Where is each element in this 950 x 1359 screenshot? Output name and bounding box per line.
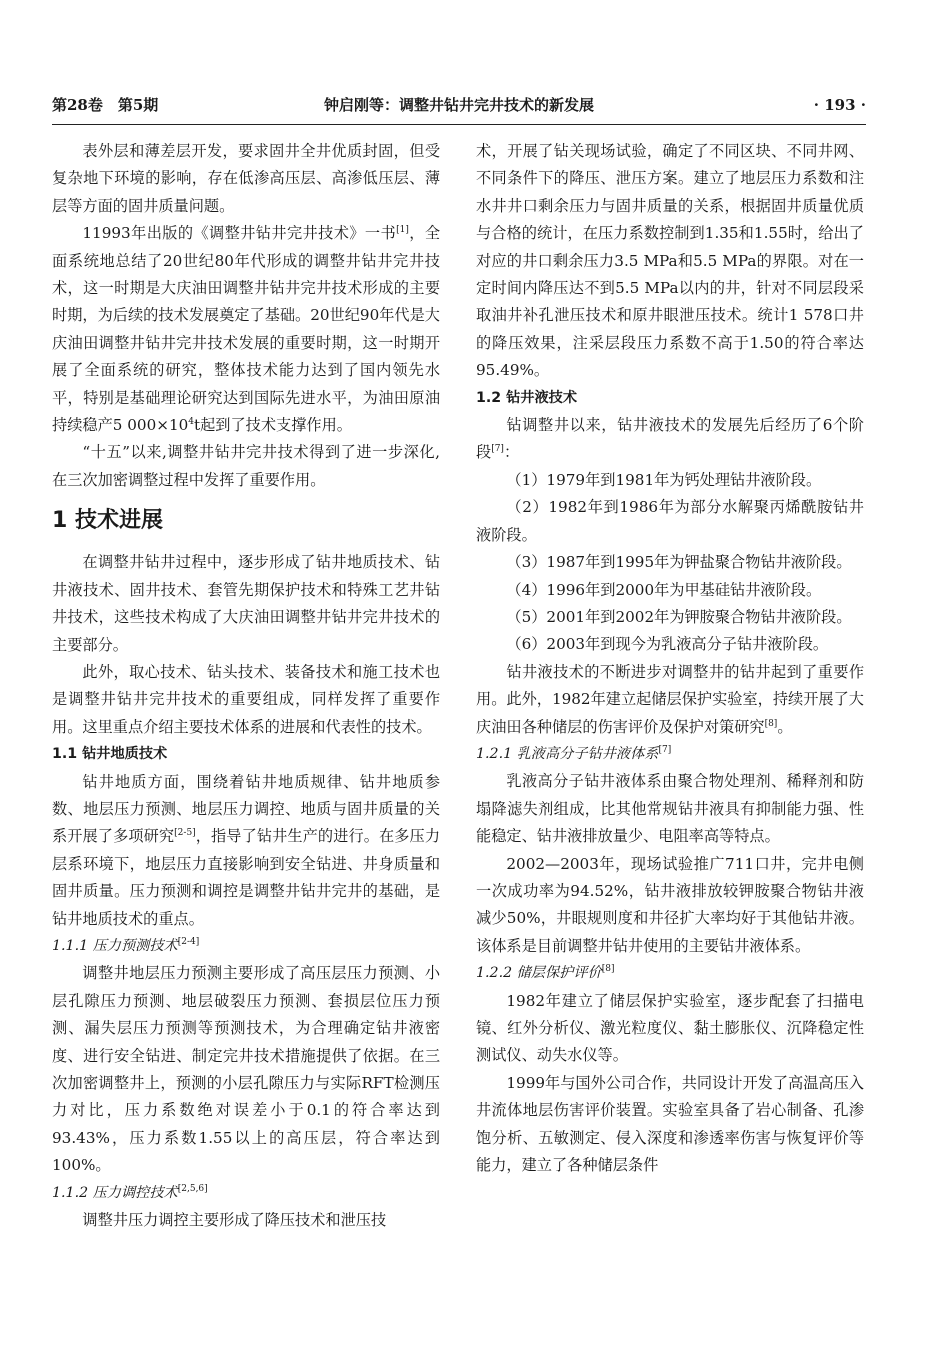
paragraph: 调整井压力调控主要形成了降压技术和泄压技 — [82, 1211, 387, 1230]
stage-item: （1）1979年到1981年为钙处理钻井液阶段。 — [506, 470, 822, 489]
subsubsection-heading — [476, 741, 864, 768]
heading-text: 1.1.2 压力调控技术 — [52, 1184, 178, 1201]
subsection-heading: 1.2 钻井液技术 — [476, 389, 578, 406]
paragraph-text: 钻调整井以来，钻井液技术的发展先后经历了6个阶段 — [476, 416, 864, 462]
paragraph: 术，开展了钻关现场试验，确定了不同区块、不同井网、不同条件下的降压、泄压方案。建立了地层压力系数和注水井井口剩余压力与固井质量的关系，根据固井质量优质与合格的统计，在压力系数控制到1.35和1.55时，给出了对应的井口剩余压力3.5 MPa和5.5 MPa的界限。对在一定时间内降压达不到5.5 MPa以内的井，针对不同层段采取油井补孔泄压技术和原井眼泄压技术。统计1 578口井的降压效果，注采层段压力系数不高于1.50的符合率达95.49%。 — [476, 142, 864, 380]
paragraph: 表外层和薄差层开发，要求固井全井优质封固，但受复杂地下环境的影响，存在低渗高压层、高渗低压层、薄层等方面的固井质量问题。 — [52, 142, 440, 215]
paragraph-text: 钻井地质方面，围绕着钻井地质规律、钻井地质参数、地层压力预测、地层压力调控、地质与固井质量的关系开展了多项研究 — [52, 772, 440, 846]
exponent: 4 — [188, 417, 195, 428]
paragraph: 2002—2003年，现场试验推广711口井，完井电侧一次成功率为94.52%，钻井液排放较钾胺聚合物钻井液减少50%，井眼规则度和井径扩大率均好于其他钻井液。该体系是目前调整井钻井使用的主要钻井液体系。 — [476, 854, 864, 955]
subsubsection-heading — [476, 960, 864, 987]
heading-text: 1.1.1 压力预测技术 — [52, 937, 178, 954]
paragraph-text: ： — [503, 443, 520, 462]
citation[interactable]: [8] — [601, 964, 615, 975]
subsubsection-heading — [52, 933, 440, 960]
stage-item: （6）2003年到现今为乳液高分子钻井液阶段。 — [506, 635, 829, 654]
paragraph: 1999年与国外公司合作，共同设计开发了高温高压入井流体地层伤害评价装置。实验室具备了岩心制备、孔渗饱分析、五敏测定、侵入深度和渗透率伤害与恢复评价等能力，建立了各种储层条件 — [476, 1073, 864, 1175]
heading-text: 1.2.1 乳液高分子钻井液体系 — [476, 745, 659, 762]
paragraph: 在调整井钻井过程中，逐步形成了钻井地质技术、钻井液技术、固井技术、套管先期保护技术和特殊工艺井钻井技术，这些技术构成了大庆油田调整井钻井完井技术的主要部分。 — [52, 553, 440, 654]
citation[interactable]: [2,5,6] — [177, 1183, 208, 1194]
paragraph — [476, 659, 864, 741]
paragraph-text: 钻井液技术的不断进步对调整井的钻井起到了重要作用。此外，1982年建立起储层保护实验室，持续开展了大庆油田各种储层的伤害评价及保护对策研究 — [476, 662, 864, 736]
paragraph: “十五”以来,调整井钻井完井技术得到了进一步深化,在三次加密调整过程中发挥了重要作用。 — [52, 443, 440, 489]
subsection-heading: 1.1 钻井地质技术 — [52, 746, 168, 763]
citation[interactable]: [7] — [491, 444, 504, 455]
citation[interactable]: [2-5] — [174, 828, 196, 839]
subsubsection-heading — [52, 1180, 440, 1207]
header-rule — [52, 124, 866, 125]
paragraph — [52, 220, 440, 439]
citation[interactable]: [2-4] — [177, 936, 200, 947]
paragraph-text: 11993年出版的《调整井钻井完井技术》一书 — [82, 224, 397, 243]
stage-item: （3）1987年到1995年为钾盐聚合物钻井液阶段。 — [506, 553, 852, 572]
left-column — [52, 138, 440, 1333]
citation[interactable]: [1] — [396, 225, 409, 236]
stage-item: （4）1996年到2000年为甲基硅钻井液阶段。 — [506, 580, 822, 599]
paragraph — [52, 769, 440, 933]
citation[interactable]: [7] — [658, 744, 672, 755]
heading-text: 1.2.2 储层保护评价 — [476, 965, 602, 982]
paragraph-text: 。 — [777, 717, 793, 736]
volume-issue: 第28卷 第5期 — [52, 96, 159, 114]
paragraph: 此外，取心技术、钻头技术、装备技术和施工技术也是调整井钻井完井技术的重要组成，同样发挥了重要作用。这里重点介绍主要技术体系的进展和代表性的技术。 — [52, 662, 440, 736]
paragraph — [476, 412, 864, 467]
paragraph-text: ，全面系统地总结了20世纪80年代形成的调整井钻井完井技术，这一时期是大庆油田调整井钻井完井技术形成的主要时期，为后续的技术发展奠定了基础。20世纪90年代是大庆油田调整井钻井完井技术发展的重要时期，这一时期开展了全面系统的研究，整体技术能力达到了国内领先水平，特别是基础理论研究达到国际先进水平，为油田原油持续稳产5 000×10 — [52, 224, 440, 435]
paragraph: 调整井地层压力预测主要形成了高压层压力预测、小层孔隙压力预测、地层破裂压力预测、套损层位压力预测、漏失层压力预测等预测技术，为合理确定钻井液密度、进行安全钻进、制定完井技术措施提供了依据。在三次加密调整井上，预测的小层孔隙压力与实际RFT检测压力对比，压力系数绝对误差小于0.1的符合率达到93.43%，压力系数1.55以上的高压层，符合率达到100%。 — [52, 964, 440, 1175]
paragraph: 乳液高分子钻井液体系由聚合物处理剂、稀释剂和防塌降滤失剂组成，比其他常规钻井液具有抑制能力强、性能稳定、钻井液排放量少、电阻率高等特点。 — [476, 772, 864, 846]
running-title: 钟启刚等：调整井钻井完井技术的新发展 — [323, 96, 594, 114]
stage-item: （2）1982年到1986年为部分水解聚丙烯酰胺钻井液阶段。 — [476, 498, 864, 544]
citation[interactable]: [8] — [764, 718, 778, 729]
page-number: · 193 · — [813, 96, 866, 114]
paragraph-text: ，指导了钻井生产的进行。在多压力层系环境下，地层压力直接影响到安全钻进、井身质量和固井质量。压力预测和调控是调整井钻井完井的基础，是钻井地质技术的重点。 — [52, 827, 440, 928]
right-column — [476, 138, 864, 1333]
running-header — [52, 92, 866, 118]
section-heading: 1 技术进展 — [52, 508, 163, 534]
paragraph-text: t起到了技术支撑作用。 — [194, 416, 352, 435]
paragraph: 1982年建立了储层保护实验室，逐步配套了扫描电镜、红外分析仪、激光粒度仪、黏土膨胀仪、沉降稳定性测试仪、动失水仪等。 — [476, 991, 864, 1065]
stage-item: （5）2001年到2002年为钾胺聚合物钻井液阶段。 — [506, 607, 852, 626]
